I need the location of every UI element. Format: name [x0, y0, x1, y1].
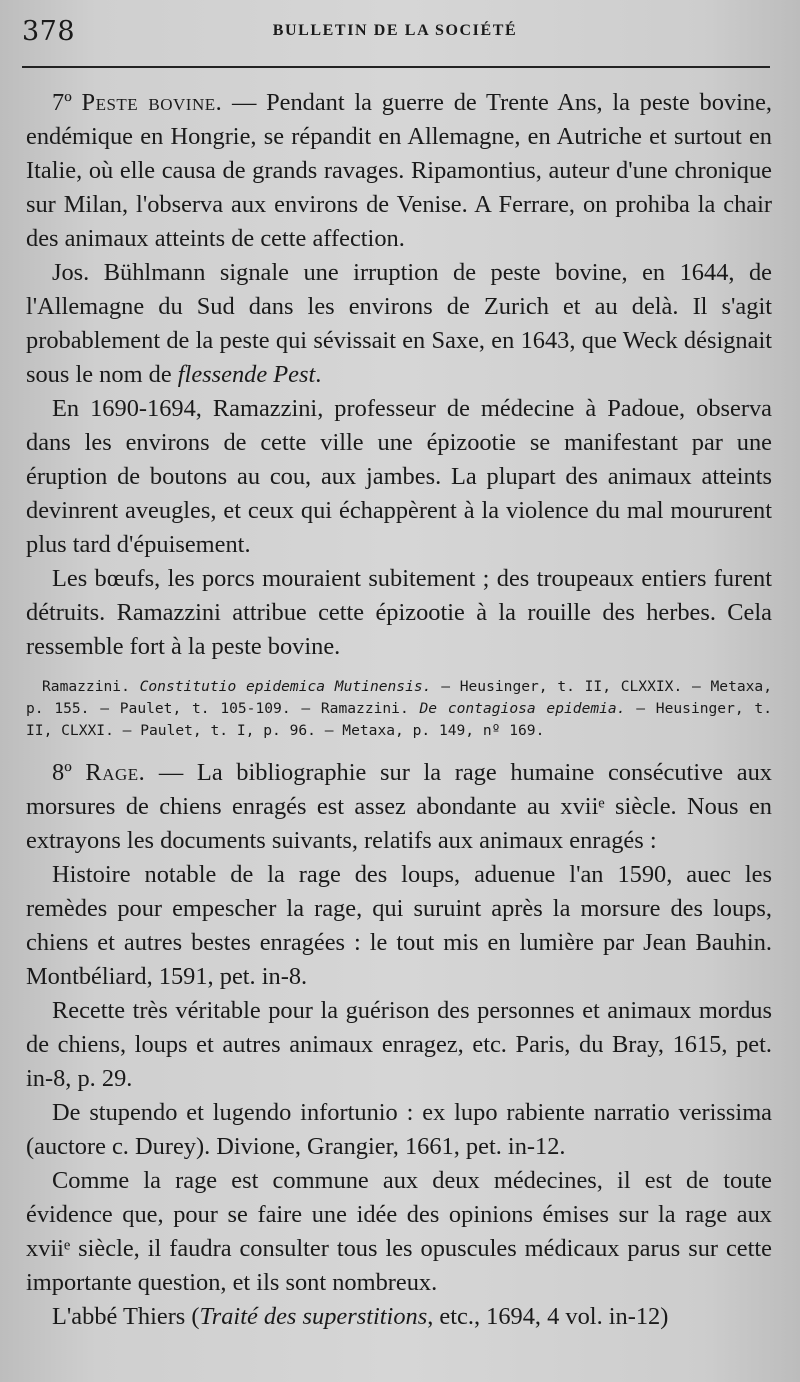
section-number: 7º	[52, 89, 72, 116]
paragraph-boeufs: Les bœufs, les porcs mouraient subitement ; des troupeaux entiers furent détruits. Ramazzini attribue cette épizootie à la rouille des herbes. Cela ressemble fort à la peste bovine.	[26, 565, 772, 660]
paragraph-abbe-thiers: L'abbé Thiers (Traité des superstitions, etc., 1694, 4 vol. in-12)	[52, 1303, 669, 1330]
page-body	[26, 86, 772, 1334]
page-header	[18, 14, 772, 54]
section-heading-rage: Rage.	[85, 759, 146, 786]
section-number: 8º	[52, 759, 72, 786]
section-heading-peste-bovine: Peste bovine.	[81, 89, 223, 116]
paragraph-comme-la-rage: Comme la rage est commune aux deux médecines, il est de toute évidence que, pour se faire une idée des opinions émises sur la rage aux xviiᵉ siècle, il faudra consulter tous les opuscules médicaux parus sur cette importante question, et ils sont nombreux.	[26, 1167, 772, 1296]
paragraph-rage-intro: 8º Rage. — La bibliographie sur la rage humaine consécutive aux morsures de chiens enragés est assez abondante au xviiᵉ siècle. Nous en extrayons les documents suivants, relatifs aux animaux enragés :	[26, 759, 772, 854]
running-title: BULLETIN DE LA SOCIÉTÉ	[272, 22, 518, 39]
footnote-references: Ramazzini. Constitutio epidemica Mutinensis. — Heusinger, t. II, CLXXIX. — Metaxa, p. 155. — Paulet, t. 105-109. — Ramazzini. De contagiosa epidemia. — Heusinger, t. II, CLXXI. — Paulet, t. I, p. 96. — Metaxa, p. 149, nº 169.	[26, 678, 773, 739]
header-rule	[22, 66, 770, 68]
paragraph-recette: Recette très véritable pour la guérison des personnes et animaux mordus de chiens, loups et autres animaux enragez, etc. Paris, du Bray, 1615, pet. in-8, p. 29.	[26, 997, 772, 1092]
page-number: 378	[22, 16, 76, 47]
paragraph-buhlmann: Jos. Bühlmann signale une irruption de peste bovine, en 1644, de l'Allemagne du Sud dans les environs de Zurich et au delà. Il s'agit probablement de la peste qui sévissait en Saxe, en 1643, que Weck désignait sous le nom de flessende Pest.	[26, 259, 772, 388]
paragraph-peste-bovine-intro: 7º Peste bovine. — Pendant la guerre de Trente Ans, la peste bovine, endémique en Hongrie, se répandit en Allemagne, en Autriche et surtout en Italie, où elle causa de grands ravages. Ripamontius, auteur d'une chronique sur Milan, l'observa aux environs de Venise. A Ferrare, on prohiba la chair des animaux atteints de cette affection.	[26, 89, 772, 252]
paragraph-histoire-notable: Histoire notable de la rage des loups, aduenue l'an 1590, auec les remèdes pour empescher la rage, qui suruint après la morsure des loups, chiens et autres bestes enragées : le tout mis en lumière par Jean Bauhin. Montbéliard, 1591, pet. in-8.	[26, 861, 772, 990]
paragraph-ramazzini: En 1690-1694, Ramazzini, professeur de médecine à Padoue, observa dans les environs de cette ville une épizootie se manifestant par une éruption de boutons au cou, aux jambes. La plupart des animaux atteints devinrent aveugles, et ceux qui échappèrent à la violence du mal moururent plus tard d'épuisement.	[26, 395, 772, 558]
paragraph-de-stupendo: De stupendo et lugendo infortunio : ex lupo rabiente narratio verissima (auctore c. Durey). Divione, Grangier, 1661, pet. in-12.	[26, 1099, 772, 1160]
